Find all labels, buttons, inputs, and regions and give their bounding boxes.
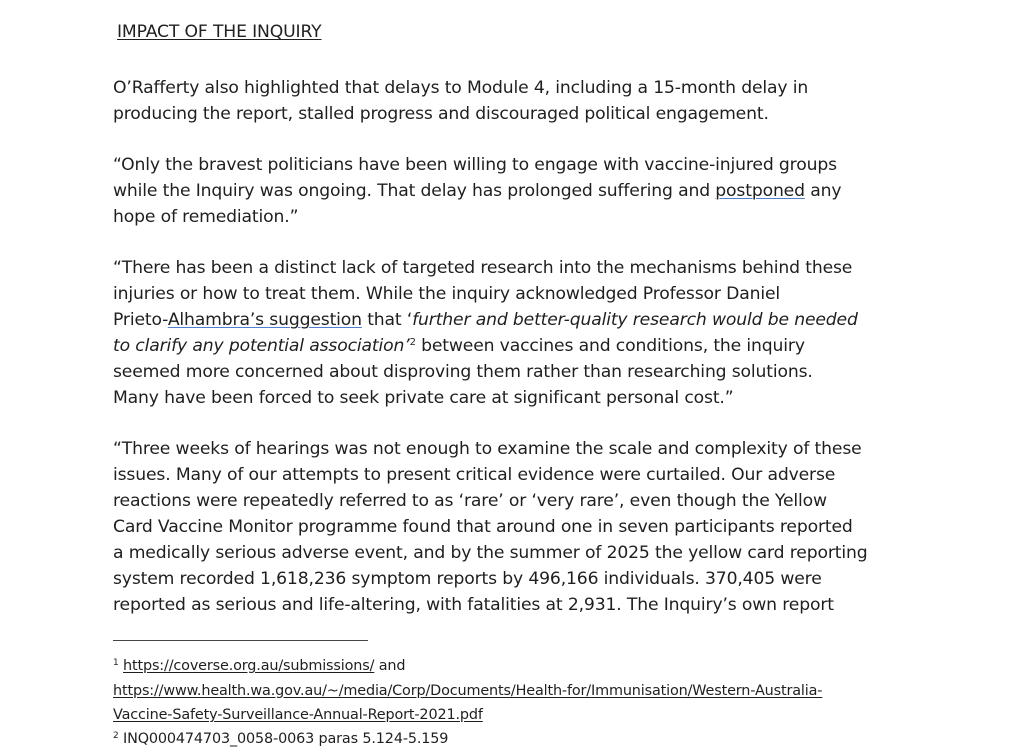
text-run: and: [374, 658, 406, 674]
text-line: Card Vaccine Monitor programme found that around one in seven participants reported: [113, 517, 853, 537]
text-line: “There has been a distinct lack of targeted research into the mechanisms behind these: [113, 258, 853, 278]
text-line: “Only the bravest politicians have been willing to engage with vaccine-injured groups: [113, 155, 837, 175]
footnote-1: [113, 654, 933, 728]
flagged-word-postponed[interactable]: postponed: [715, 181, 805, 201]
footnote-link-coverse[interactable]: https://coverse.org.au/submissions/: [123, 658, 375, 674]
text-line: producing the report, stalled progress and discouraged political engagement.: [113, 104, 769, 124]
footnote-2: [113, 727, 933, 752]
text-line: hope of remediation.”: [113, 207, 299, 227]
closing-quote: ’: [404, 336, 410, 356]
text-run: any: [804, 181, 842, 201]
text-line: system recorded 1,618,236 symptom reports by 496,166 individuals. 370,405 were: [113, 569, 822, 589]
text-line: injuries or how to treat them. While the inquiry acknowledged Professor Daniel: [113, 284, 781, 304]
footnote-marker: 1: [113, 658, 119, 668]
paragraph-research-quote: [113, 255, 923, 411]
section-heading: IMPACT OF THE INQUIRY: [117, 22, 322, 42]
text-line: O’Rafferty also highlighted that delays to Module 4, including a 15-month delay in: [113, 78, 809, 98]
text-run: that ‘: [361, 310, 413, 330]
footnote-link-health-wa-cont[interactable]: Vaccine-Safety-Surveillance-Annual-Report-2021.pdf: [113, 707, 483, 723]
text-run: while the Inquiry was ongoing. That delay has prolonged suffering and: [113, 181, 716, 201]
text-line: [113, 307, 923, 333]
footnote-separator: [113, 640, 368, 641]
text-line: reported as serious and life-altering, with fatalities at 2,931. The Inquiry’s own report: [113, 595, 834, 615]
paragraph-module4-delay: [113, 75, 923, 127]
text-line: Many have been forced to seek private care at significant personal cost.”: [113, 388, 734, 408]
text-line: [113, 333, 923, 359]
footnote-link-health-wa[interactable]: https://www.health.wa.gov.au/~/media/Corp/Documents/Health-for/Immunisation/Western-Australia-: [113, 682, 823, 699]
italic-quote: to clarify any potential association: [113, 336, 405, 356]
text-run: between vaccines and conditions, the inquiry: [415, 336, 805, 356]
text-line: “Three weeks of hearings was not enough to examine the scale and complexity of these: [113, 439, 862, 459]
footnote-line: [113, 727, 933, 752]
text-run: Prieto-: [113, 310, 168, 330]
footnote-ref-2[interactable]: 2: [409, 337, 416, 348]
footnote-marker: 2: [113, 731, 119, 741]
text-line: a medically serious adverse event, and by the summer of 2025 the yellow card reporting: [113, 543, 868, 563]
text-line: issues. Many of our attempts to present critical evidence were curtailed. Our adverse: [113, 465, 836, 485]
footnote-line: [113, 703, 933, 728]
italic-quote: further and better-quality research would be needed: [412, 310, 858, 330]
footnote-line: [113, 679, 933, 704]
paragraph-hearings-quote: [113, 436, 923, 618]
footnote-text: INQ000474703_0058-0063 paras 5.124-5.159: [123, 731, 449, 747]
text-line: [113, 178, 923, 204]
text-line: reactions were repeatedly referred to as ‘rare’ or ‘very rare’, even though the Yellow: [113, 491, 827, 511]
text-line: seemed more concerned about disproving them rather than researching solutions.: [113, 362, 813, 382]
paragraph-bravest-politicians-quote: [113, 152, 923, 230]
flagged-phrase-alhambras-suggestion[interactable]: Alhambra’s suggestion: [167, 310, 362, 330]
footnote-line: [113, 654, 933, 679]
